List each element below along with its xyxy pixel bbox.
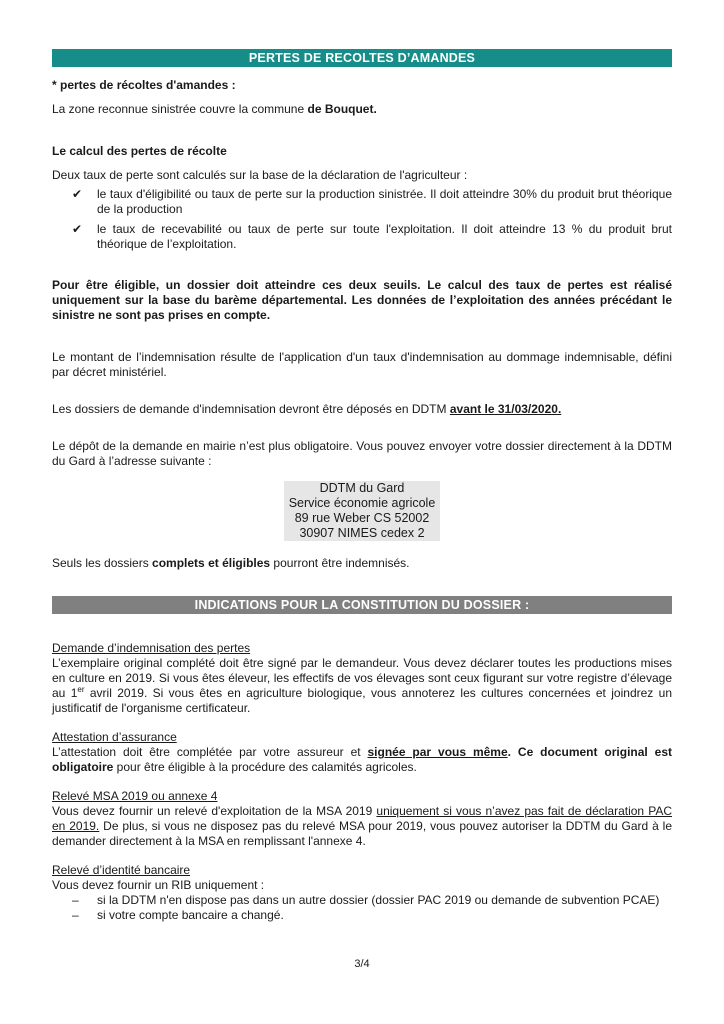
address-line: 89 rue Weber CS 52002 <box>284 511 440 526</box>
depot-paragraph: Le dépôt de la demande en mairie n’est plus obligatoire. Vous pouvez envoyer votre dossier directement à la DDTM du Gard à l’adresse suivante : <box>52 439 672 468</box>
calc-heading: Le calcul des pertes de récolte <box>52 144 227 158</box>
msa-text: Vous devez fournir un relevé d'exploitation de la MSA 2019 <box>52 804 377 818</box>
checkmark-icon: ✔ <box>72 187 83 201</box>
calc-intro: Deux taux de perte sont calculés sur la base de la déclaration de l'agriculteur : <box>52 168 468 182</box>
address-block <box>284 481 440 541</box>
list-item-text: si votre compte bancaire a changé. <box>97 908 284 922</box>
demande-text-cont: avril 2019. Si vous êtes en agriculture biologique, vous annoterez les cultures concernées et joindrez un justificatif de l'organisme certificateur. <box>52 686 672 715</box>
attestation-signed: signée par vous même <box>367 745 508 759</box>
list-item <box>52 222 672 252</box>
list-item-text: si la DDTM n'en dispose pas dans un autre dossier (dossier PAC 2019 ou demande de subvention PCAE) <box>97 893 660 907</box>
list-item-text: le taux de recevabilité ou taux de perte sur toute l'exploitation. Il doit atteindre 13 % du produit brut théorique de l’exploitation. <box>97 222 672 251</box>
attestation-sep: . <box>507 745 518 759</box>
msa-paragraph <box>52 804 672 849</box>
msa-underlined: uniquement si vous n’avez pas fait de déclaration PAC en 2019. <box>52 804 673 833</box>
checkmark-icon: ✔ <box>72 222 83 236</box>
rib-list <box>52 893 672 923</box>
complets-paragraph <box>52 556 672 571</box>
attestation-paragraph <box>52 745 672 775</box>
section-banner-pertes: PERTES DE RECOLTES D’AMANDES <box>52 49 672 67</box>
address-line: DDTM du Gard <box>284 481 440 496</box>
msa-suffix: De plus, si vous ne disposez pas du relevé MSA pour 2019, vous pouvez autoriser la DDTM du Gard à le demander directement à la MSA en remplissant l'annexe 4. <box>52 819 672 848</box>
list-item <box>52 893 672 908</box>
deadline-date: avant le 31/03/2020. <box>449 402 562 416</box>
demande-paragraph <box>52 656 672 716</box>
list-item <box>52 908 672 923</box>
zone-paragraph <box>52 102 672 117</box>
list-item-text: le taux d'éligibilité ou taux de perte sur la production sinistrée. Il doit atteindre 30% du produit brut théorique de la production <box>97 187 672 216</box>
attestation-bold: Ce document original est obligatoire <box>52 745 673 774</box>
complets-text: Seuls les dossiers <box>52 556 153 570</box>
montant-paragraph: Le montant de l’indemnisation résulte de l'application d'un taux d'indemnisation au dommage indemnisable, défini par décret ministériel. <box>52 350 672 379</box>
ordinal-suffix: er <box>77 685 85 694</box>
list-item <box>52 187 672 217</box>
complets-suffix: pourront être indemnisés. <box>270 556 410 570</box>
page-number: 3/4 <box>354 958 370 970</box>
demande-title: Demande d’indemnisation des pertes <box>52 641 251 655</box>
intro-heading: * pertes de récoltes d'amandes : <box>52 78 236 92</box>
document-page <box>52 49 672 923</box>
zone-text: La zone reconnue sinistrée couvre la commune <box>52 102 308 116</box>
rib-intro: Vous devez fournir un RIB uniquement : <box>52 878 265 892</box>
deadline-text: Les dossiers de demande d'indemnisation devront être déposés en DDTM <box>52 402 450 416</box>
rate-list <box>52 187 672 252</box>
dash-icon: – <box>72 908 79 922</box>
address-line: 30907 NIMES cedex 2 <box>284 526 440 541</box>
address-line: Service économie agricole <box>284 496 440 511</box>
deadline-paragraph <box>52 402 672 417</box>
zone-name: de Bouquet. <box>307 102 377 116</box>
attestation-suffix: pour être éligible à la procédure des calamités agricoles. <box>113 760 417 774</box>
attestation-text: L’attestation doit être complétée par votre assureur et <box>52 745 368 759</box>
rib-title: Relevé d’identité bancaire <box>52 863 191 877</box>
msa-title: Relevé MSA 2019 ou annexe 4 <box>52 789 218 803</box>
dash-icon: – <box>72 893 79 907</box>
eligibility-paragraph: Pour être éligible, un dossier doit atteindre ces deux seuils. Le calcul des taux de pertes est réalisé uniquement sur la base du barème départemental. Les données de l’exploitation des années précédant le sinistre ne sont pas prises en compte. <box>52 278 672 322</box>
demande-text: L’exemplaire original complété doit être signé par le demandeur. Vous devez déclarer toutes les productions mises en culture en 2019. Si vous êtes éleveur, les effectifs de vos élevages sont ceux figurant sur votre registre d’élevage au 1 <box>52 656 672 700</box>
section-banner-indications: INDICATIONS POUR LA CONSTITUTION DU DOSSIER : <box>52 596 672 614</box>
attestation-title: Attestation d’assurance <box>52 730 177 744</box>
complets-bold: complets et éligibles <box>152 556 271 570</box>
